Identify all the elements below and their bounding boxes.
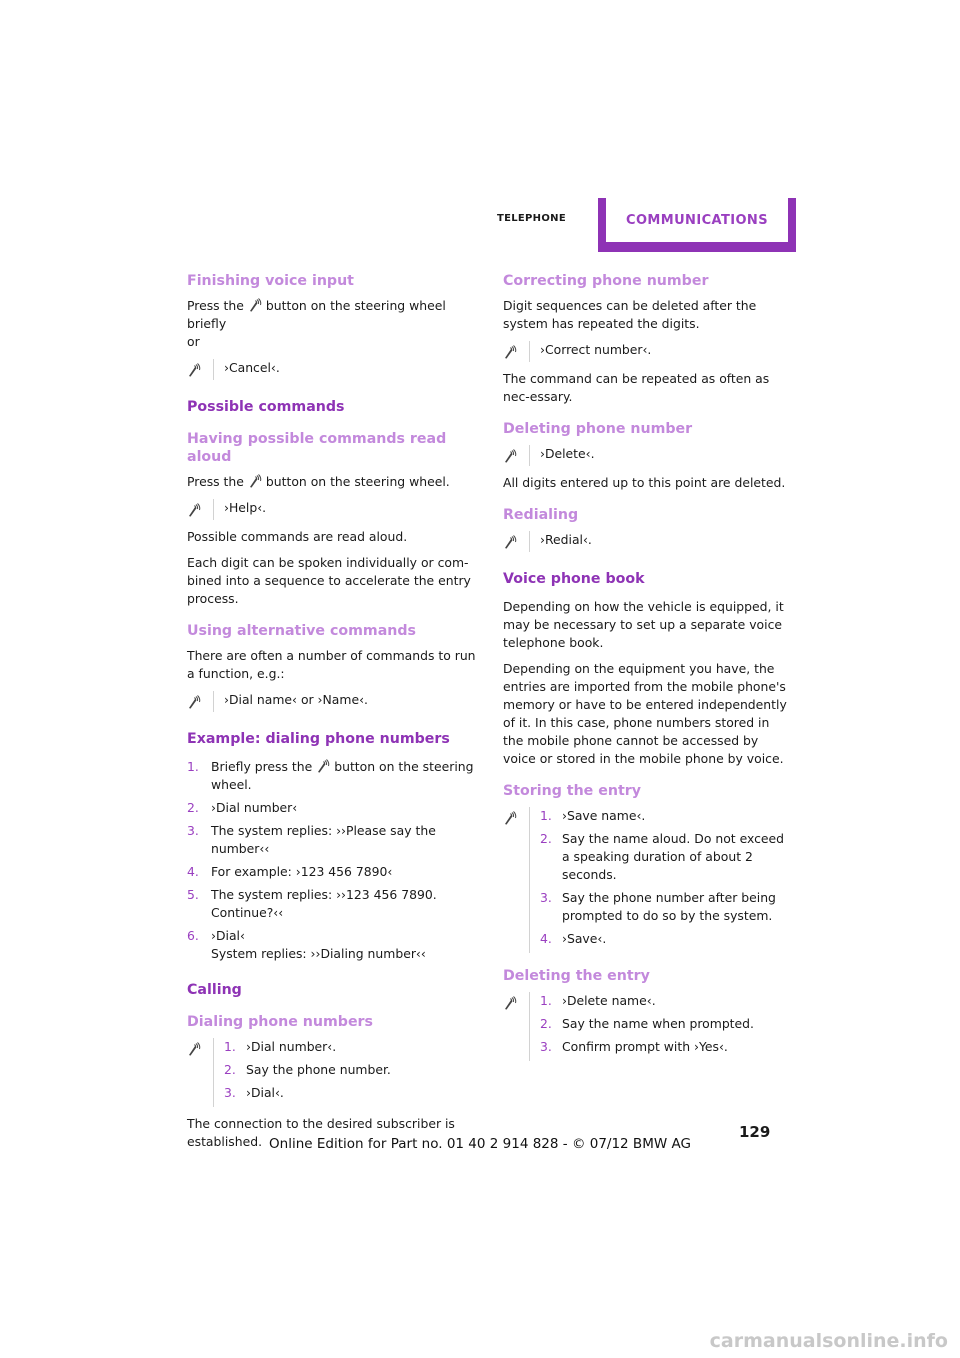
- right-column: [503, 270, 793, 1069]
- command-text: ›Correct number‹.: [540, 342, 652, 357]
- heading-redialing: Redialing: [503, 507, 579, 523]
- heading-read-aloud: Having possible commands read aloud: [187, 431, 447, 465]
- heading-deleting-entry: Deleting the entry: [503, 968, 650, 984]
- list-item: 5. The system replies: ››123 456 7890. Continue?‹‹: [187, 887, 437, 920]
- heading-finishing-voice-input: Finishing voice input: [187, 273, 354, 289]
- heading-calling: Calling: [187, 982, 242, 998]
- text-press-the: Press the: [187, 474, 244, 489]
- paragraph-correcting: Digit sequences can be deleted after the system has repeated the digits.: [503, 298, 757, 331]
- voice-command-icon: [503, 996, 517, 1010]
- list-item: 2. ›Dial number‹: [187, 800, 298, 815]
- list-item: 4. For example: ›123 456 7890‹: [187, 864, 393, 879]
- command-text: ›Delete‹.: [540, 446, 595, 461]
- dialing-steps: [224, 1038, 477, 1102]
- heading-possible-commands: Possible commands: [187, 399, 345, 415]
- voice-command-correct-number: [503, 341, 793, 362]
- list-item: 4. ›Save‹.: [540, 931, 607, 946]
- list-item: 3. ›Dial‹.: [224, 1085, 284, 1100]
- voice-command-dialing-steps: [187, 1038, 477, 1107]
- voice-command-cancel: [187, 359, 477, 380]
- paragraph-read-aloud-2: Possible commands are read aloud.: [187, 529, 408, 544]
- paragraph-read-aloud: [187, 473, 477, 491]
- list-item: 6. ›Dial‹ System replies: ››Dialing number‹‹: [187, 928, 426, 961]
- voice-command-icon: [503, 345, 517, 359]
- storing-steps: [540, 807, 793, 948]
- heading-alternative-commands: Using alternative commands: [187, 623, 416, 639]
- paragraph-alternative: There are often a number of commands to run a function, e.g.:: [187, 648, 476, 681]
- voice-command-icon: [187, 503, 201, 517]
- heading-dialing-phone-numbers: Dialing phone numbers: [187, 1014, 374, 1030]
- page-number: 129: [739, 1123, 771, 1141]
- example-steps: [187, 758, 477, 963]
- command-text: ›Redial‹.: [540, 532, 592, 547]
- voice-command-icon: [316, 759, 330, 773]
- heading-voice-phone-book: Voice phone book: [503, 571, 645, 587]
- voice-command-icon: [187, 363, 201, 377]
- list-item: 1. ›Dial number‹.: [224, 1039, 337, 1054]
- text-or: or: [187, 334, 200, 349]
- paragraph-finishing: [187, 297, 477, 351]
- voice-command-icon: [187, 695, 201, 709]
- text-button-steering: button on the steering wheel briefly: [187, 298, 446, 331]
- text-press-the: Press the: [187, 298, 244, 313]
- list-item: 1. ›Delete name‹.: [540, 993, 656, 1008]
- command-text: ›Help‹.: [224, 500, 267, 515]
- section-label: TELEPHONE: [497, 213, 566, 224]
- list-item: 1. ›Save name‹.: [540, 808, 646, 823]
- watermark: carmanualsonline.info: [709, 1330, 948, 1352]
- chapter-tab-label: COMMUNICATIONS: [606, 198, 788, 242]
- chapter-tab: [598, 198, 796, 252]
- list-item: 3. Say the phone number after being prompted to do so by the system.: [540, 890, 776, 923]
- heading-storing-entry: Storing the entry: [503, 783, 641, 799]
- voice-command-icon: [248, 298, 262, 312]
- voice-command-redial: [503, 531, 793, 552]
- paragraph-correcting-2: The command can be repeated as often as nec-essary.: [503, 371, 770, 404]
- deleting-entry-steps: [540, 992, 793, 1056]
- left-column: [187, 270, 477, 1159]
- voice-command-dial-name: [187, 691, 477, 712]
- voice-command-icon: [248, 474, 262, 488]
- list-item: 3. The system replies: ››Please say the number‹‹: [187, 823, 436, 856]
- voice-command-delete: [503, 445, 793, 466]
- voice-command-icon: [503, 535, 517, 549]
- heading-correcting-number: Correcting phone number: [503, 273, 709, 289]
- voice-command-icon: [503, 449, 517, 463]
- command-text: ›Cancel‹.: [224, 360, 280, 375]
- voice-command-deleting-steps: [503, 992, 793, 1061]
- paragraph-connection: The connection to the desired subscriber is established.: [187, 1116, 455, 1149]
- list-item: 1. Briefly press the button on the steering wheel.: [187, 759, 474, 792]
- paragraph-read-aloud-3: Each digit can be spoken individually or com-bined into a sequence to accelerate the entry process.: [187, 555, 471, 606]
- voice-command-icon: [187, 1042, 201, 1056]
- list-item: 3. Confirm prompt with ›Yes‹.: [540, 1039, 728, 1054]
- list-item: 2. Say the name aloud. Do not exceed a speaking duration of about 2 seconds.: [540, 831, 785, 882]
- paragraph-deleting: All digits entered up to this point are deleted.: [503, 475, 786, 490]
- paragraph-voice-book-1: Depending on how the vehicle is equipped, it may be necessary to set up a separate voice telephone book.: [503, 599, 784, 650]
- text-button-steering: button on the steering wheel.: [265, 474, 450, 489]
- voice-command-help: [187, 499, 477, 520]
- list-item: 2. Say the name when prompted.: [540, 1016, 754, 1031]
- heading-example-dialing: Example: dialing phone numbers: [187, 731, 450, 747]
- voice-command-storing-steps: [503, 807, 793, 953]
- command-text: ›Dial name‹ or ›Name‹.: [224, 692, 368, 707]
- list-item: 2. Say the phone number.: [224, 1062, 391, 1077]
- voice-command-icon: [503, 811, 517, 825]
- paragraph-voice-book-2: Depending on the equipment you have, the entries are imported from the mobile phone's memory or have to be entered independently of it. In this case, phone numbers stored in the mobile phone cannot be accessed by voice or stored in the mobile phone by voice.: [503, 661, 787, 766]
- footer-edition: Online Edition for Part no. 01 40 2 914 828 - © 07/12 BMW AG: [269, 1136, 691, 1152]
- heading-deleting-number: Deleting phone number: [503, 421, 693, 437]
